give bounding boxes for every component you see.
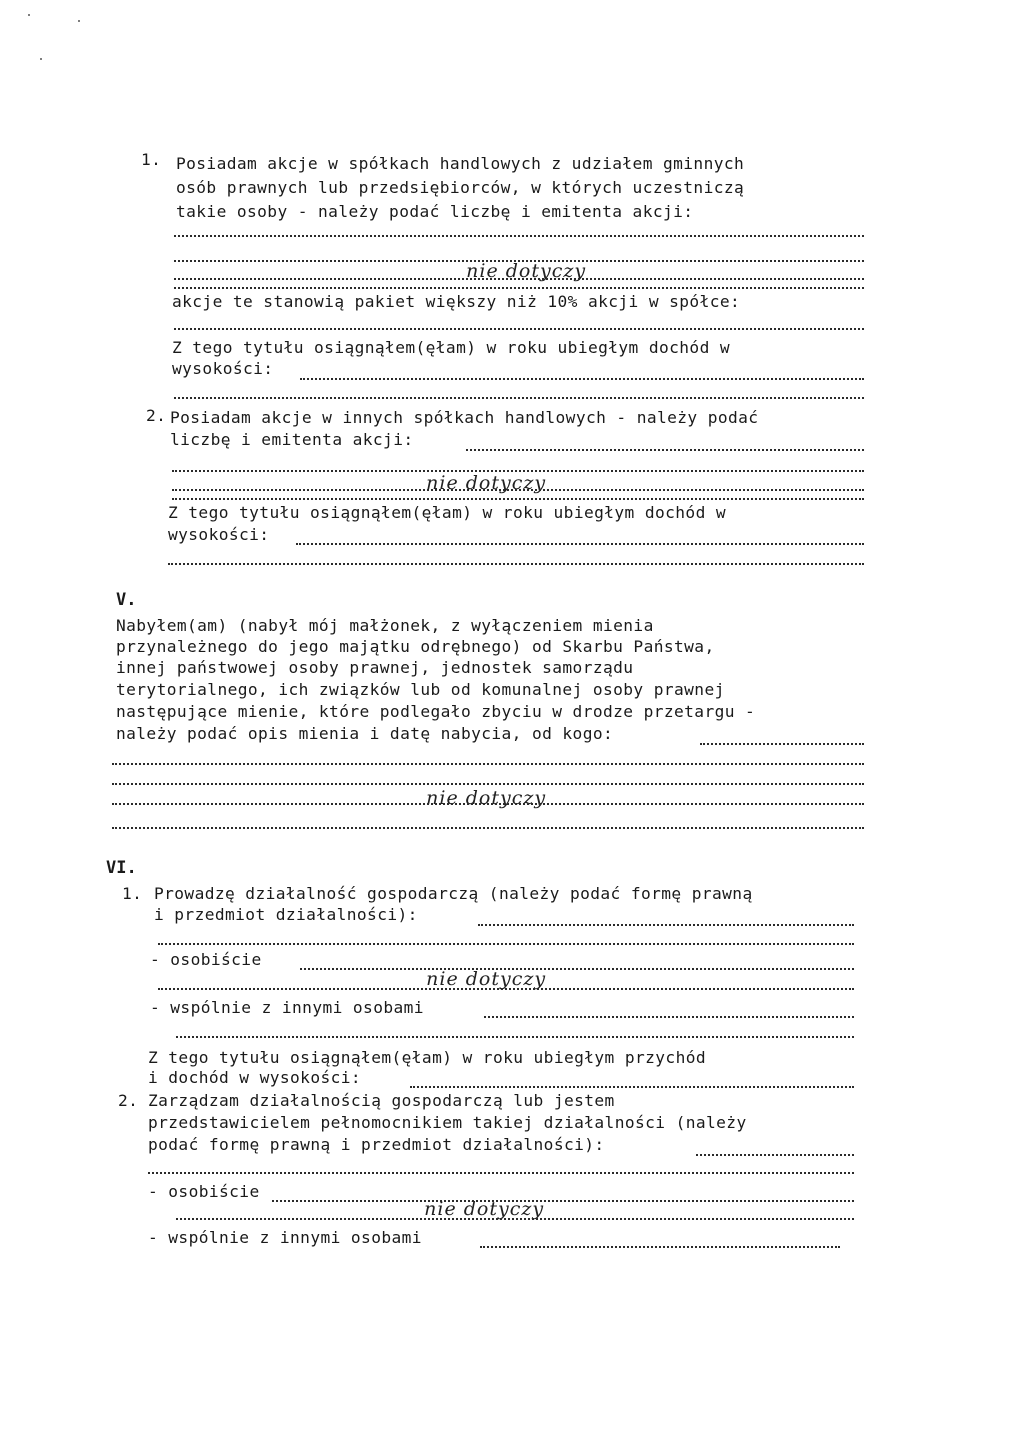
text-line: terytorialnego, ich związków lub od komunalnej osoby prawnej (116, 680, 725, 699)
text-line: Prowadzę działalność gospodarczą (należy podać formę prawną (154, 884, 753, 903)
text-line: - wspólnie z innymi osobami (148, 1228, 422, 1247)
text-line: - wspólnie z innymi osobami (150, 998, 424, 1017)
text-line: innej państwowej osoby prawnej, jednostek samorządu (116, 658, 634, 677)
fill-line (168, 557, 864, 565)
scan-speck (40, 58, 42, 60)
fill-line (174, 281, 864, 289)
fill-line (696, 1148, 854, 1156)
handwritten-answer: nie dotyczy (424, 1198, 545, 1220)
text-line: osób prawnych lub przedsiębiorców, w których uczestniczą (176, 178, 745, 197)
text-line: przedstawicielem pełnomocnikiem takiej działalności (należy (148, 1113, 747, 1132)
text-line: następujące mienie, które podlegało zbyciu w drodze przetargu - (116, 702, 756, 721)
fill-line (148, 1166, 854, 1174)
scan-speck (28, 14, 30, 16)
text-line: akcje te stanowią pakiet większy niż 10% akcji w spółce: (172, 292, 741, 311)
item-number: 2. (118, 1091, 139, 1110)
scan-speck (78, 20, 80, 22)
item-number: 1. (122, 884, 143, 903)
text-line: należy podać opis mienia i datę nabycia, od kogo: (116, 724, 614, 743)
fill-line (158, 937, 854, 945)
text-line: - osobiście (150, 950, 262, 969)
fill-line (174, 272, 864, 280)
handwritten-answer: nie dotyczy (426, 968, 547, 990)
text-line: Nabyłem(am) (nabył mój małżonek, z wyłączeniem mienia (116, 616, 654, 635)
section-label: V. (116, 590, 137, 610)
fill-line (174, 322, 864, 330)
handwritten-answer: nie dotyczy (466, 260, 587, 282)
fill-line (176, 1212, 854, 1220)
text-line: - osobiście (148, 1182, 260, 1201)
fill-line (174, 229, 864, 237)
text-line: liczbę i emitenta akcji: (170, 430, 414, 449)
fill-line (172, 492, 864, 500)
fill-line (112, 821, 864, 829)
text-line: przynależnego do jego majątku odrębnego) od Skarbu Państwa, (116, 637, 715, 656)
text-line: Z tego tytułu osiągnąłem(ęłam) w roku ubiegłym przychód (148, 1048, 707, 1067)
handwritten-answer: nie dotyczy (426, 787, 547, 809)
fill-line (700, 737, 864, 745)
text-line: Z tego tytułu osiągnąłem(ęłam) w roku ubiegłym dochód w (168, 503, 727, 522)
text-line: Posiadam akcje w innych spółkach handlowych - należy podać (170, 408, 759, 427)
text-line: Z tego tytułu osiągnąłem(ęłam) w roku ubiegłym dochód w (172, 338, 731, 357)
fill-line (112, 757, 864, 765)
fill-line (176, 1030, 854, 1038)
fill-line (478, 918, 854, 926)
fill-line (300, 962, 854, 970)
fill-line (158, 982, 854, 990)
text-line: Zarządzam działalnością gospodarczą lub jestem (148, 1091, 615, 1110)
fill-line (480, 1240, 840, 1248)
text-line: podać formę prawną i przedmiot działalności): (148, 1135, 605, 1154)
text-line: wysokości: (168, 525, 270, 544)
section-label: VI. (106, 858, 137, 878)
text-line: takie osoby - należy podać liczbę i emitenta akcji: (176, 202, 694, 221)
fill-line (112, 797, 864, 805)
fill-line (410, 1080, 854, 1088)
handwritten-answer: nie dotyczy (426, 472, 547, 494)
text-line: Posiadam akcje w spółkach handlowych z udziałem gminnych (176, 154, 745, 173)
text-line: wysokości: (172, 359, 274, 378)
item-number: 2. (146, 406, 167, 425)
fill-line (272, 1194, 854, 1202)
fill-line (484, 1010, 854, 1018)
fill-line (172, 483, 864, 491)
fill-line (174, 391, 864, 399)
fill-line (296, 537, 864, 545)
item-number: 1. (141, 150, 162, 169)
text-line: i dochód w wysokości: (148, 1068, 362, 1087)
text-line: i przedmiot działalności): (154, 905, 418, 924)
fill-line (300, 372, 864, 380)
